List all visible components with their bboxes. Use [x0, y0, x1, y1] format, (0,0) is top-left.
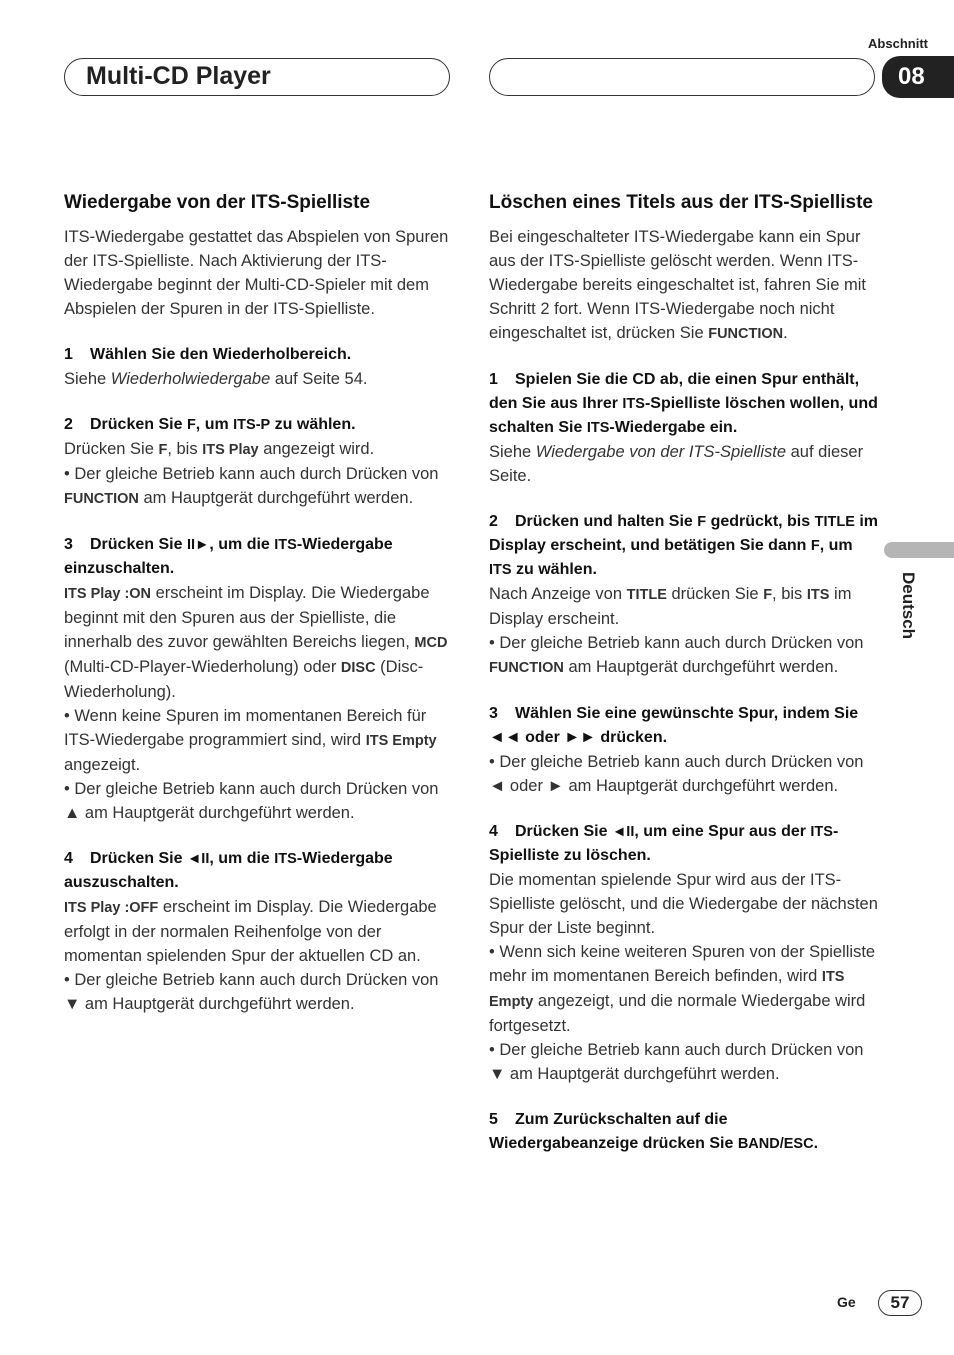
step-title: 2 Drücken und halten Sie F gedrückt, bis TITLE im Display erscheint, und betätigen Sie dann F, um ITS zu wählen. — [489, 510, 879, 582]
step-body: Drücken Sie F, bis ITS Play angezeigt wird. — [64, 440, 375, 458]
step-note: • Der gleiche Betrieb kann auch durch Drücken von FUNCTION am Hauptgerät durchgeführt werden. — [489, 634, 864, 676]
step-body: ITS Play :OFF erscheint im Display. Die Wiedergabe erfolgt in der normalen Reihenfolge von der momentan spielenden Spur der aktuellen CD an. — [64, 898, 437, 965]
step-number: 5 — [489, 1111, 498, 1128]
left-step-2 — [64, 413, 454, 511]
step-body: ITS Play :ON erscheint im Display. Die Wiedergabe beginnt mit den Spuren aus der Spielliste, die innerhalb des zuvor gewählten Bereichs liegen, MCD (Multi-CD-Player-Wiederholung) oder DISC (Disc-Wiederholung). — [64, 584, 448, 701]
section-number-badge: 08 — [882, 56, 954, 98]
language-tab — [884, 542, 954, 558]
step-number: 1 — [489, 371, 498, 388]
left-step-3 — [64, 533, 454, 825]
step-note: • Der gleiche Betrieb kann auch durch Drücken von ▼ am Hauptgerät durchgeführt werden. — [489, 1041, 864, 1083]
step-number: 3 — [489, 705, 498, 722]
step-body: Die momentan spielende Spur wird aus der ITS-Spielliste gelöscht, und die Wiedergabe der nächsten Spur der Liste beginnt. — [489, 871, 878, 937]
step-note: • Der gleiche Betrieb kann auch durch Drücken von ▲ am Hauptgerät durchgeführt werden. — [64, 780, 439, 822]
step-title: 1 Spielen Sie die CD ab, die einen Spur enthält, den Sie aus Ihrer ITS-Spielliste löschen wollen, und schalten Sie ITS-Wiedergabe ein. — [489, 368, 879, 440]
step-number: 1 — [64, 346, 73, 363]
header-right-frame — [489, 58, 875, 96]
step-number: 4 — [489, 823, 498, 840]
right-intro: Bei eingeschalteter ITS-Wiedergabe kann ein Spur aus der ITS-Spielliste gelöscht werden. Wenn ITS-Wiedergabe bereits eingeschaltet ist, fahren Sie mit Schritt 2 fort. Wenn ITS-Wiedergabe noch nicht eingeschaltet ist, drücken Sie FUNCTION. — [489, 228, 866, 342]
right-heading: Löschen eines Titels aus der ITS-Spielliste — [489, 192, 873, 213]
step-title: 2 Drücken Sie F, um ITS-P zu wählen. — [64, 413, 454, 437]
right-step-4 — [489, 820, 879, 1086]
language-label: Deutsch — [899, 572, 918, 640]
step-number: 2 — [64, 416, 73, 433]
step-body: Siehe Wiederholwiedergabe auf Seite 54. — [64, 370, 368, 388]
step-body: Siehe Wiedergabe von der ITS-Spielliste auf dieser Seite. — [489, 443, 864, 485]
left-intro: ITS-Wiedergabe gestattet das Abspielen von Spuren der ITS-Spielliste. Nach Aktivierung der ITS-Wiedergabe beginnt der Multi-CD-Spieler mit dem Abspielen der Spuren in der ITS-Spielliste. — [64, 228, 449, 318]
right-column — [489, 190, 879, 1156]
left-column — [64, 190, 454, 1016]
footer-lang-code: Ge — [837, 1294, 856, 1310]
step-number: 4 — [64, 850, 73, 867]
step-note: • Der gleiche Betrieb kann auch durch Drücken von ▼ am Hauptgerät durchgeführt werden. — [64, 971, 439, 1013]
step-title: 3 Wählen Sie eine gewünschte Spur, indem Sie ◄◄ oder ►► drücken. — [489, 702, 879, 750]
step-title: 3 Drücken Sie II►, um die ITS-Wiedergabe einzuschalten. — [64, 533, 454, 581]
section-label: Abschnitt — [868, 36, 928, 51]
step-title — [64, 343, 454, 367]
right-step-5 — [489, 1108, 879, 1156]
step-body: Nach Anzeige von TITLE drücken Sie F, bis ITS im Display erscheint. — [489, 585, 852, 628]
step-note: • Wenn sich keine weiteren Spuren von der Spielliste mehr im momentanen Bereich befinden, wird ITS Empty angezeigt, und die normale Wiedergabe wird fortgesetzt. — [489, 943, 876, 1035]
left-step-1 — [64, 343, 454, 391]
right-step-1 — [489, 368, 879, 488]
step-note: • Der gleiche Betrieb kann auch durch Drücken von FUNCTION am Hauptgerät durchgeführt werden. — [64, 465, 439, 507]
step-note: • Der gleiche Betrieb kann auch durch Drücken von ◄ oder ► am Hauptgerät durchgeführt werden. — [489, 753, 864, 795]
step-title: 4 Drücken Sie ◄II, um die ITS-Wiedergabe auszuschalten. — [64, 847, 454, 895]
left-heading: Wiedergabe von der ITS-Spielliste — [64, 192, 371, 213]
right-step-3 — [489, 702, 879, 798]
step-title-text: Wählen Sie den Wiederholbereich. — [90, 346, 352, 363]
left-step-4 — [64, 847, 454, 1016]
step-title: 5 Zum Zurückschalten auf die Wiedergabeanzeige drücken Sie BAND/ESC. — [489, 1108, 879, 1156]
step-title: 4 Drücken Sie ◄II, um eine Spur aus der ITS-Spielliste zu löschen. — [489, 820, 879, 868]
page-number: 57 — [878, 1290, 922, 1316]
page-title: Multi-CD Player — [86, 62, 271, 90]
step-number: 3 — [64, 536, 73, 553]
step-note: • Wenn keine Spuren im momentanen Bereich für ITS-Wiedergabe programmiert sind, wird ITS Empty angezeigt. — [64, 707, 437, 774]
right-step-2 — [489, 510, 879, 680]
step-number: 2 — [489, 513, 498, 530]
